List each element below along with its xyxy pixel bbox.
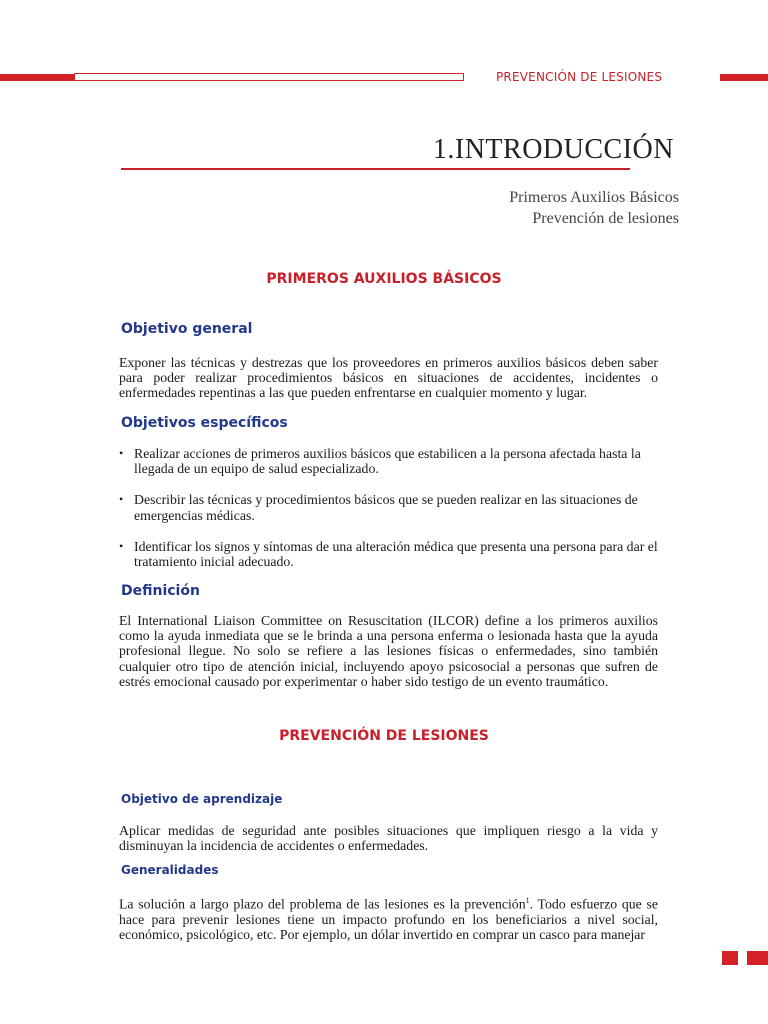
list-item (119, 446, 658, 476)
generalidades-text-start: La solución a largo plazo del problema de las lesiones es la prevención (119, 896, 526, 912)
footer-accent-block-left (722, 951, 738, 965)
header-outline-bar (74, 73, 464, 81)
section-heading-prevencion: PREVENCIÓN DE LESIONES (279, 728, 489, 744)
bullet-icon: • (119, 492, 124, 507)
list-item (119, 539, 658, 569)
list-item (119, 492, 658, 522)
header-accent-bar-left (0, 74, 74, 81)
objetivos-especificos-list (119, 446, 658, 585)
section-heading-primeros-auxilios: PRIMEROS AUXILIOS BÁSICOS (266, 271, 502, 287)
header-accent-bar-right (720, 74, 768, 81)
heading-objetivo-general: Objetivo general (121, 321, 253, 337)
footer-accent-block-right (747, 951, 768, 965)
running-header-title: PREVENCIÓN DE LESIONES (496, 70, 663, 84)
footnote-reference: 1 (525, 896, 530, 905)
chapter-title: 1.INTRODUCCIÓN (432, 134, 674, 165)
list-item-text: Identificar los signos y síntomas de una alteración médica que presenta una persona para dar el tratamiento inicial adecuado. (134, 538, 658, 570)
heading-generalidades: Generalidades (121, 863, 219, 877)
heading-objetivo-aprendizaje: Objetivo de aprendizaje (121, 792, 283, 806)
chapter-title-rule (121, 168, 630, 170)
bullet-icon: • (119, 446, 124, 460)
paragraph-objetivo-aprendizaje: Aplicar medidas de seguridad ante posibles situaciones que impliquen riesgo a la vida y disminuyan la incidencia de accidentes o enfermedades. (119, 823, 658, 854)
paragraph-definicion: El International Liaison Committee on Resuscitation (ILCOR) define a los primeros auxilios como la ayuda inmediata que se le brinda a una persona enferma o lesionada hasta que la ayuda profesional llegue. No solo se refiere a las lesiones físicas o enfermedades, sino también cualquier otro tipo de atención inicial, incluyendo apoyo psicosocial a personas que sufren de estrés emocional causado por experimentar o haber sido testigo de un evento traumático. (119, 613, 658, 689)
list-item-text: Describir las técnicas y procedimientos básicos que se pueden realizar en las situaciones de emergencias médicas. (134, 492, 638, 523)
bullet-icon: • (119, 538, 124, 553)
paragraph-generalidades (119, 893, 658, 942)
chapter-subtitle-1: Primeros Auxilios Básicos (509, 189, 679, 206)
paragraph-objetivo-general: Exponer las técnicas y destrezas que los proveedores en primeros auxilios básicos deben saber para poder realizar procedimientos básicos en situaciones de accidentes, incidentes o enfermedades repentinas a las que pueden enfrentarse en cualquier momento y lugar. (119, 355, 658, 401)
list-item-text: Realizar acciones de primeros auxilios básicos que estabilicen a la persona afectada hasta la llegada de un equipo de salud especializado. (134, 446, 641, 477)
heading-objetivos-especificos: Objetivos específicos (121, 415, 288, 431)
generalidades-text-end: . Todo esfuerzo que se hace para prevenir lesiones tiene un impacto profundo en los beneficiarios a nivel social, económico, psicológico, etc. Por ejemplo, un dólar invertido en comprar un casco para manejar (119, 896, 659, 942)
heading-definicion: Definición (121, 583, 200, 599)
chapter-subtitle-2: Prevención de lesiones (532, 210, 679, 227)
